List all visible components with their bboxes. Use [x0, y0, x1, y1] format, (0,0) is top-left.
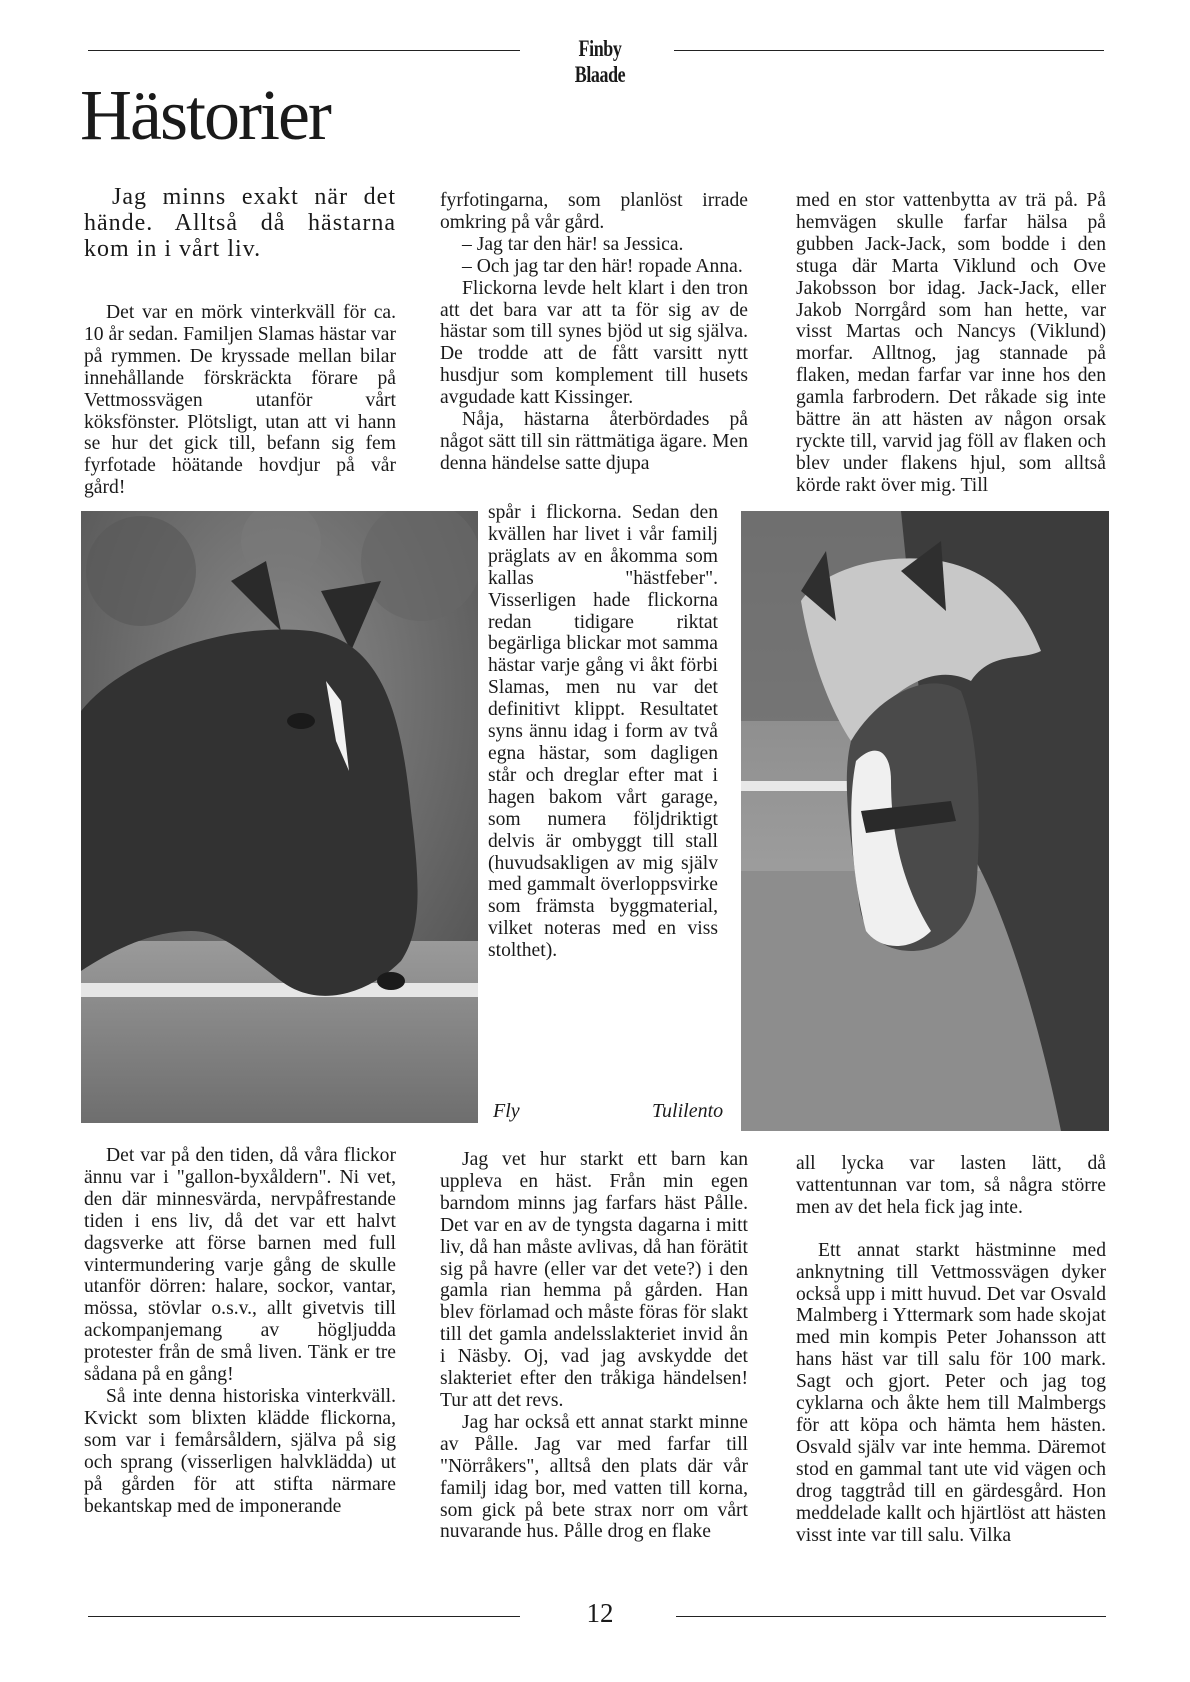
masthead: Finby Blaade — [574, 36, 626, 87]
paragraph: – Jag tar den här! sa Jessica. — [462, 233, 684, 255]
horse-photo-tulilento — [741, 511, 1109, 1131]
column-2-top — [440, 190, 748, 475]
paragraph: Nåja, hästarna återbördades på något sätt till sin rättmätiga ägare. Men denna händelse satte djupa — [440, 409, 748, 474]
column-3-top — [796, 190, 1106, 497]
column-3-bottom — [796, 1153, 1106, 1546]
masthead-rule-left — [88, 50, 520, 51]
page-number: 12 — [586, 1598, 614, 1628]
caption-tulilento: Tulilento — [652, 1100, 724, 1122]
caption-fly: Fly — [493, 1100, 520, 1122]
column-1-bottom — [84, 1145, 396, 1517]
footer-rule-left — [88, 1616, 520, 1617]
paragraph: Det var på den tiden, då våra flickor ännu var i "gallon-byxåldern". Ni vet, den där minnesvärda, nervpåfrestande tiden i ens liv, då det var ett halvt dagsverke att förse barnen med full vintermundering varje gång de skulle utanför dörren: halare, sockor, vantar, mössa, stövlar o.s.v., allt givetvis till ackompanjemang av högljudda protester från de små liven. Tänk er tre sådana på en gång! — [84, 1145, 396, 1386]
paragraph: Jag vet hur starkt ett barn kan uppleva en häst. Från min egen barndom minns jag farfars häst Pålle. Det var en av de tyngsta dagarna i mitt liv, då han måste avlivas, då han förätit sig på havre (eller var det vete?) i den gamla rian hemma på gården. Han blev förlamad och måste föras för slakt till det gamla andelsslakteriet invid ån i Näsby. Oj, vad jag avskydde det slakteriet efter den tråkiga händelsen! Tur att det revs. — [440, 1149, 748, 1411]
paragraph: all lycka var lasten lätt, då vattentunnan var tom, så några större men av det hela fick jag inte. — [796, 1153, 1106, 1218]
paragraph: Så inte denna historiska vinterkväll. Kvickt som blixten klädde flickorna, som var i femårsåldern, själva på sig och sprang (visserligen halvklädda) ut på gården för att stifta närmare bekantskap med de imponerande — [84, 1385, 396, 1517]
paragraph: – Och jag tar den här! ropade Anna. — [462, 255, 743, 277]
paragraph: Jag har också ett annat starkt minne av Pålle. Jag var med farfar till "Nörråkers", alltså den plats där vår familj idag bor, med vatten till korna, som gick på bete strax norr om vårt nuvarande hus. Pålle drog en flake — [440, 1411, 748, 1543]
paragraph: med en stor vattenbytta av trä på. På hemvägen skulle farfar hälsa på gubben Jack-Jack, som bodde i den stuga där Marta Viklund och Ove Jakobsson bor idag. Jack-Jack, eller Jakob Norrgård som han hette, var visst Martas och Nancys (Viklund) morfar. Alltnog, jag stannade på flaken, medan farfar var inne hos den gamla farbrodern. Det råkade sig inte bättre än att hästen av någon orsak ryckte till, varvid jag föll av flaken och blev under flakens hjul, som alltså körde rakt över mig. Till — [796, 190, 1106, 496]
headline: Hästorier — [80, 75, 330, 155]
paragraph: fyrfotingarna, som planlöst irrade omkring på vår gård. — [440, 190, 748, 233]
masthead-rule-right — [674, 50, 1104, 51]
lead-paragraph: Jag minns exakt när det hände. Alltså då hästarna kom in i vårt liv. — [84, 184, 396, 262]
paragraph: spår i flickorna. Sedan den kvällen har livet i vår familj präglats av en åkomma som kallas "hästfeber". Visserligen hade flickorna redan tidigare riktat begärliga blickar mot samma hästar varje gång vi åkt förbi Slamas, men nu var det definitivt klippt. Resultatet syns ännu idag i form av två egna hästar, som dagligen står och dreglar efter mat i hagen bakom vårt garage, som numera följdriktigt delvis är ombyggt till stall (huvudsakligen av mig själv med gammalt överloppsvirke som främsta byggmaterial, vilket noteras med en viss stolthet). — [488, 502, 718, 962]
paragraph: Flickorna levde helt klart i den tron att det bara var att ta för sig av de hästar som till synes bjöd ut sig själva. De trodde att de fått varsitt nytt husdjur som komplement till husets avgudade katt Kissinger. — [440, 277, 748, 409]
horse-photo-fly — [81, 511, 478, 1123]
column-1-top — [84, 302, 396, 499]
column-2-bottom — [440, 1149, 748, 1543]
column-2-narrow — [488, 502, 718, 962]
footer-rule-right — [676, 1616, 1106, 1617]
paragraph: Ett annat starkt hästminne med anknytning till Vettmossvägen dyker också upp i mitt huvud. Det var Osvald Malmberg i Yttermark som hade skojat med min kompis Peter Johansson att hans häst var till salu för 100 mark. Sagt och gjort. Peter och jag tog cyklarna och åkte hem till Malmbergs för att köpa och hämta hem hästen. Osvald själv var inte hemma. Däremot stod en gammal tant ute vid vägen och drog taggtråd till en gärdesgård. Hon meddelade kallt och hjärtlöst att hästen visst inte var till salu. Vilka — [796, 1239, 1106, 1546]
paragraph: Det var en mörk vinterkväll för ca. 10 år sedan. Familjen Slamas hästar var på rymmen. De kryssade mellan bilar innehållande förskräckta förare på Vettmossvägen utanför vårt köksfönster. Plötsligt, utan att vi hann se hur det gick till, befann sig fem fyrfotade höätande hovdjur på vår gård! — [84, 302, 396, 499]
